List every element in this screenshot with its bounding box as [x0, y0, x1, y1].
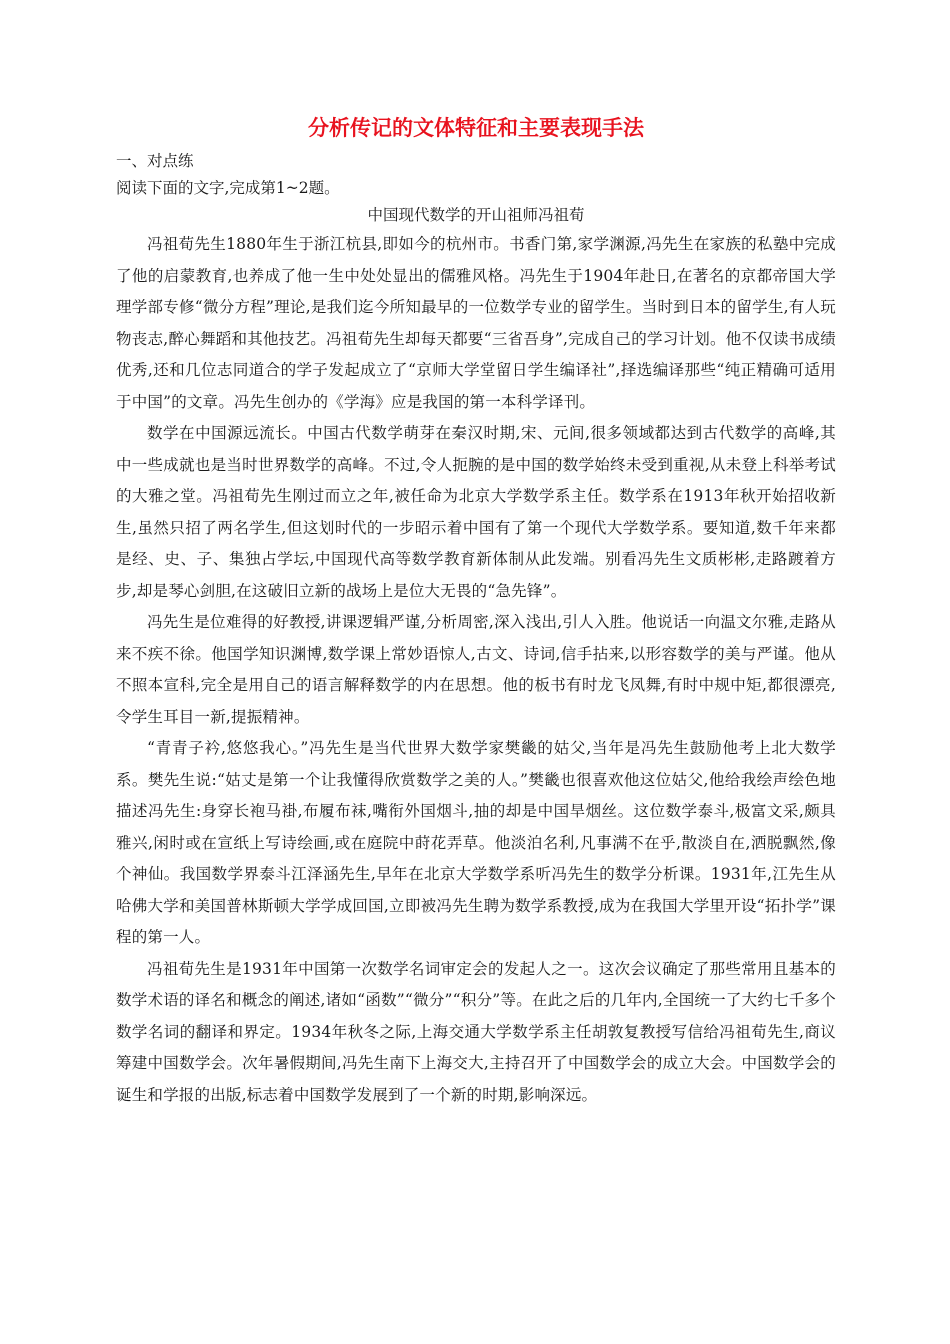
page-title: 分析传记的文体特征和主要表现手法	[308, 116, 644, 140]
paragraph-1: 冯祖荀先生1880年生于浙江杭县,即如今的杭州市。书香门第,家学渊源,冯先生在家族的私塾中完成了他的启蒙教育,也养成了他一生中处处显出的儒雅风格。冯先生于1904年赴日,在著名的京都帝国大学理学部专修“微分方程”理论,是我们迄今所知最早的一位数学专业的留学生。当时到日本的留学生,有人玩物丧志,醉心舞蹈和其他技艺。冯祖荀先生却每天都要“三省吾身”,完成自己的学习计划。他不仅读书成绩优秀,还和几位志同道合的学子发起成立了“京师大学堂留日学生编译社”,择选编译那些“纯正精确可适用于中国”的文章。冯先生创办的《学海》应是我国的第一本科学译刊。	[116, 235, 836, 411]
paragraph-2: 数学在中国源远流长。中国古代数学萌芽在秦汉时期,宋、元间,很多领域都达到古代数学的高峰,其中一些成就也是当时世界数学的高峰。不过,令人扼腕的是中国的数学始终未受到重视,从未登上科举考试的大雅之堂。冯祖荀先生刚过而立之年,被任命为北京大学数学系主任。数学系在1913年秋开始招收新生,虽然只招了两名学生,但这划时代的一步昭示着中国有了第一个现代大学数学系。要知道,数千年来都是经、史、子、集独占学坛,中国现代高等数学教育新体制从此发端。别看冯先生文质彬彬,走路踱着方步,却是琴心剑胆,在这破旧立新的战场上是位大无畏的“急先锋”。	[116, 424, 836, 600]
instruction-text: 阅读下面的文字,完成第1~2题。	[116, 179, 340, 197]
article-title: 中国现代数学的开山祖师冯祖荀	[367, 206, 585, 224]
document-page	[116, 112, 836, 1111]
paragraph-3: 冯先生是位难得的好教授,讲课逻辑严谨,分析周密,深入浅出,引人入胜。他说话一向温文尔雅,走路从来不疾不徐。他国学知识渊博,数学课上常妙语惊人,古文、诗词,信手拈来,以形容数学的美与严谨。他从不照本宣科,完全是用自己的语言解释数学的内在思想。他的板书有时龙飞凤舞,有时中规中矩,都很漂亮,令学生耳目一新,提振精神。	[116, 613, 836, 726]
paragraph-4: “青青子衿,悠悠我心。”冯先生是当代世界大数学家樊畿的姑父,当年是冯先生鼓励他考上北大数学系。樊先生说:“姑丈是第一个让我懂得欣赏数学之美的人。”樊畿也很喜欢他这位姑父,他给我绘声绘色地描述冯先生:身穿长袍马褂,布履布袜,嘴衔外国烟斗,抽的却是中国旱烟丝。这位数学泰斗,极富文采,颇具雅兴,闲时或在宣纸上写诗绘画,或在庭院中莳花弄草。他淡泊名利,凡事满不在乎,散淡自在,洒脱飘然,像个神仙。我国数学界泰斗江泽涵先生,早年在北京大学数学系听冯先生的数学分析课。1931年,江先生从哈佛大学和美国普林斯顿大学学成回国,立即被冯先生聘为数学系教授,成为在我国大学里开设“拓扑学”课程的第一人。	[116, 739, 836, 946]
paragraph-5: 冯祖荀先生是1931年中国第一次数学名词审定会的发起人之一。这次会议确定了那些常用且基本的数学术语的译名和概念的阐述,诸如“函数”“微分”“积分”等。在此之后的几年内,全国统一了大约七千多个数学名词的翻译和界定。1934年秋冬之际,上海交通大学数学系主任胡敦复教授写信给冯祖荀先生,商议筹建中国数学会。次年暑假期间,冯先生南下上海交大,主持召开了中国数学会的成立大会。中国数学会的诞生和学报的出版,标志着中国数学发展到了一个新的时期,影响深远。	[116, 959, 836, 1104]
section-heading: 一、对点练	[116, 152, 194, 170]
